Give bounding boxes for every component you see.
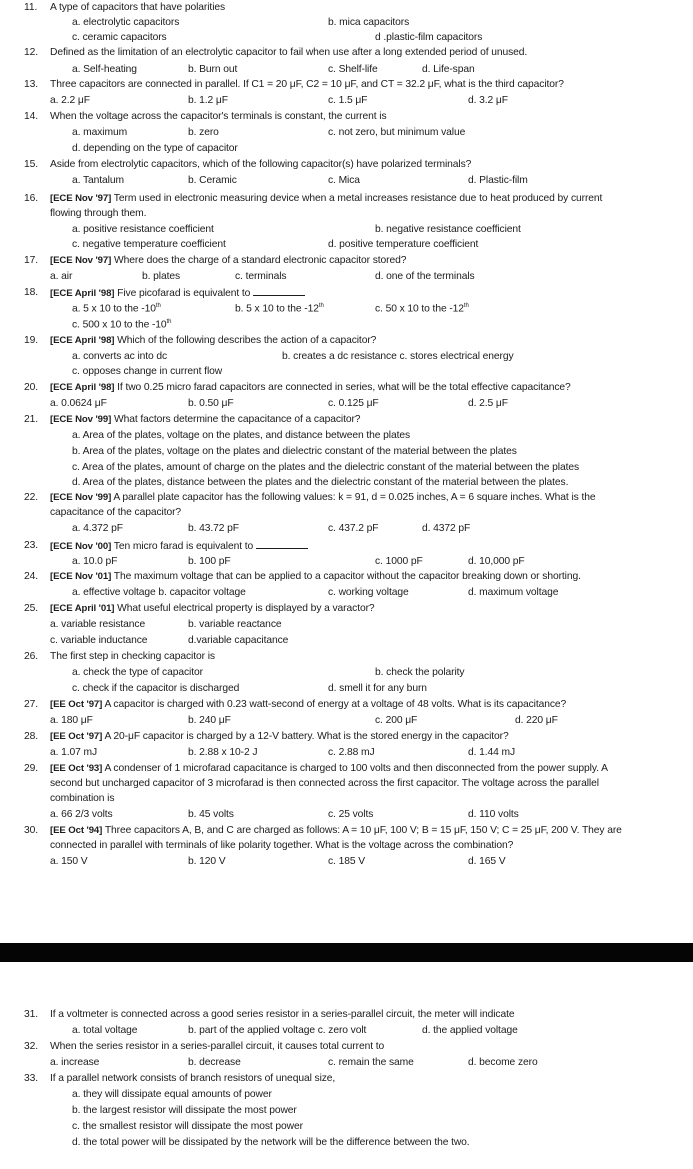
option-c: c. 1000 pF [375, 556, 423, 567]
option-d: d. 165 V [468, 856, 506, 867]
superscript: th [166, 319, 172, 325]
option-c: c. variable inductance [50, 635, 148, 646]
option-b: b. 0.50 μF [188, 398, 234, 409]
question-number: 32. [24, 1041, 39, 1052]
option-a: a. 2.2 μF [50, 95, 90, 106]
option-d-text: c. 500 x 10 to the -10 [72, 319, 167, 331]
question-text: A type of capacitors that have polarities [50, 2, 226, 13]
option-b: b. 240 μF [188, 715, 231, 726]
option-d [72, 319, 171, 330]
question-text-body: The maximum voltage that can be applied to a capacitor without the capacitor breaking down or shorting. [111, 571, 581, 582]
question-number: 21. [24, 414, 39, 425]
question-number: 18. [24, 287, 39, 298]
question-number: 31. [24, 1009, 39, 1020]
option-c-text: c. 50 x 10 to the -12 [375, 303, 464, 315]
option-c: c. ceramic capacitors [72, 32, 167, 43]
option-a: a. positive resistance coefficient [72, 224, 214, 235]
option-b: b. variable reactance [188, 619, 282, 630]
exam-tag: [ECE April '98] [50, 288, 115, 299]
exam-tag: [ECE Nov '99] [50, 492, 112, 503]
option-c: c. working voltage [328, 587, 409, 598]
option-a: a. 66 2/3 volts [50, 809, 113, 820]
option-b: b. mica capacitors [328, 17, 410, 28]
option-a: a. air [50, 271, 73, 282]
question-text: Three capacitors are connected in parallel. If C1 = 20 μF, C2 = 10 μF, and CT = 32.2 μF, what is the third capacitor? [50, 79, 564, 90]
exam-tag: [ECE April '01] [50, 603, 115, 614]
question-text: Aside from electrolytic capacitors, which of the following capacitor(s) have polarized terminals? [50, 159, 472, 170]
exam-tag: [ECE April '98] [50, 382, 115, 393]
question-text [50, 382, 571, 393]
option-a: a. 4.372 pF [72, 523, 123, 534]
option-a: a. effective voltage b. capacitor voltage [72, 587, 246, 598]
option-a: a. 10.0 pF [72, 556, 118, 567]
question-number: 30. [24, 825, 39, 836]
question-number: 26. [24, 651, 39, 662]
question-text-cont: capacitance of the capacitor? [50, 507, 182, 518]
option-d: d. become zero [468, 1057, 538, 1068]
exam-tag: [ECE Nov '97] [50, 193, 112, 204]
superscript: th [155, 303, 161, 309]
option-a: a. 0.0624 μF [50, 398, 107, 409]
option-c: c. 1.5 μF [328, 95, 368, 106]
option-d: d. positive temperature coefficient [328, 239, 479, 250]
question-text [50, 492, 595, 503]
question-text-cont: second but uncharged capacitor of 3 microfarad is then connected across the first capacitor. The voltage across the parallel [50, 778, 599, 789]
question-text [50, 255, 406, 266]
page-break-bar [0, 943, 693, 962]
option-b: b. 1.2 μF [188, 95, 228, 106]
option-d: d. Life-span [422, 64, 475, 75]
option-c: c. 0.125 μF [328, 398, 379, 409]
option-d: d.variable capacitance [188, 635, 289, 646]
exam-tag: [EE Oct '94] [50, 825, 103, 836]
option-d: d. 2.5 μF [468, 398, 508, 409]
question-number: 11. [24, 2, 38, 13]
question-text-body: Which of the following describes the action of a capacitor? [114, 335, 377, 346]
question-text-cont: combination is [50, 793, 115, 804]
option-d: d .plastic-film capacitors [375, 32, 483, 43]
question-number: 16. [24, 193, 39, 204]
question-text-body: A condenser of 1 microfarad capacitance is charged to 100 volts and then disconnected from the power supply. A [102, 763, 608, 774]
option-d: d. the total power will be dissipated by the network will be the difference between the two. [72, 1137, 470, 1148]
question-text [50, 603, 375, 614]
answer-blank [253, 287, 305, 296]
question-text-body: Five picofarad is equivalent to [114, 288, 251, 299]
question-text [50, 540, 308, 552]
question-text-body: What useful electrical property is displayed by a varactor? [114, 603, 375, 614]
option-b: b. negative resistance coefficient [375, 224, 521, 235]
option-b: b. Burn out [188, 64, 238, 75]
question-text-body: What factors determine the capacitance of a capacitor? [111, 414, 361, 425]
question-text: If a voltmeter is connected across a good series resistor in a series-parallel circuit, the meter will indicate [50, 1009, 515, 1020]
question-text [50, 414, 360, 425]
option-c: c. 200 μF [375, 715, 418, 726]
option-b: b. plates [142, 271, 181, 282]
option-a: a. maximum [72, 127, 128, 138]
question-text-body: Term used in electronic measuring device when a metal increases resistance due to heat produced by current [111, 193, 603, 204]
option-b: b. 2.88 x 10-2 J [188, 747, 258, 758]
exam-tag: [EE Oct '97] [50, 731, 103, 742]
question-text [50, 699, 566, 710]
question-number: 24. [24, 571, 39, 582]
exam-tag: [ECE Nov '99] [50, 414, 112, 425]
option-d: d. 3.2 μF [468, 95, 508, 106]
question-text-cont: connected in parallel with terminals of like polarity together. What is the voltage across the combination? [50, 840, 514, 851]
question-number: 17. [24, 255, 39, 266]
question-text [50, 731, 509, 742]
exam-tag: [ECE Nov '00] [50, 541, 112, 552]
option-b: b. 100 pF [188, 556, 231, 567]
question-text: When the voltage across the capacitor's terminals is constant, the current is [50, 111, 387, 122]
question-number: 23. [24, 540, 39, 551]
option-b: b. part of the applied voltage c. zero volt [188, 1025, 367, 1036]
option-c: c. negative temperature coefficient [72, 239, 226, 250]
option-a-text: a. 5 x 10 to the -10 [72, 303, 156, 315]
option-b: b. Area of the plates, voltage on the plates and dielectric constant of the material between the plates [72, 446, 517, 457]
option-d: d. 110 volts [468, 809, 519, 820]
question-text-body: A parallel plate capacitor has the following values: k = 91, d = 0.025 inches, A = 6 square inches. What is the [111, 492, 596, 503]
question-text [50, 335, 376, 346]
option-a: a. Tantalum [72, 175, 124, 186]
option-c: c. the smallest resistor will dissipate the most power [72, 1121, 303, 1132]
option-c [375, 303, 469, 314]
exam-tag: [ECE Nov '97] [50, 255, 112, 266]
question-text-body: If two 0.25 micro farad capacitors are connected in series, what will be the total effective capacitance? [114, 382, 571, 393]
option-d: d. 220 μF [515, 715, 558, 726]
question-number: 29. [24, 763, 39, 774]
option-b: b. the largest resistor will dissipate the most power [72, 1105, 297, 1116]
option-d: d. smell it for any burn [328, 683, 427, 694]
option-d: d. one of the terminals [375, 271, 475, 282]
exam-tag: [ECE Nov '01] [50, 571, 112, 582]
option-b: b. 45 volts [188, 809, 234, 820]
superscript: th [318, 303, 324, 309]
question-text [50, 193, 602, 204]
question-number: 14. [24, 111, 39, 122]
question-number: 28. [24, 731, 39, 742]
option-c: c. check if the capacitor is discharged [72, 683, 240, 694]
question-text [50, 287, 305, 299]
option-c: c. 437.2 pF [328, 523, 379, 534]
option-a: a. electrolytic capacitors [72, 17, 180, 28]
option-a: a. increase [50, 1057, 100, 1068]
question-number: 15. [24, 159, 39, 170]
question-text-body: Ten micro farad is equivalent to [111, 541, 254, 552]
option-b: b. 120 V [188, 856, 226, 867]
question-text: Defined as the limitation of an electrolytic capacitor to fail when use after a long extended period of unused. [50, 47, 528, 58]
question-text-cont: flowing through them. [50, 208, 147, 219]
question-text-body: A 20-μF capacitor is charged by a 12-V battery. What is the stored energy in the capacitor? [102, 731, 509, 742]
option-b: b. creates a dc resistance c. stores electrical energy [282, 351, 514, 362]
exam-tag: [EE Oct '93] [50, 763, 103, 774]
question-text [50, 763, 608, 774]
option-a: a. converts ac into dc [72, 351, 168, 362]
option-a: a. they will dissipate equal amounts of power [72, 1089, 272, 1100]
exam-tag: [ECE April '98] [50, 335, 115, 346]
option-a: a. Area of the plates, voltage on the plates, and distance between the plates [72, 430, 411, 441]
question-text: If a parallel network consists of branch resistors of unequal size, [50, 1073, 336, 1084]
option-d: d. 10,000 pF [468, 556, 525, 567]
option-d: d. maximum voltage [468, 587, 559, 598]
option-c: c. Mica [328, 175, 360, 186]
option-d: d. 4372 pF [422, 523, 471, 534]
option-c: c. 25 volts [328, 809, 374, 820]
question-text-body: A capacitor is charged with 0.23 watt-second of energy at a voltage of 48 volts. What is its capacitance? [102, 699, 567, 710]
question-text [50, 825, 622, 836]
option-a: a. variable resistance [50, 619, 146, 630]
option-b: b. zero [188, 127, 219, 138]
option-c: c. Area of the plates, amount of charge on the plates and the dielectric constant of the material between the plates [72, 462, 580, 473]
option-d: d. the applied voltage [422, 1025, 518, 1036]
question-text-body: Where does the charge of a standard electronic capacitor stored? [111, 255, 407, 266]
option-d: d. Plastic-film [468, 175, 528, 186]
question-number: 27. [24, 699, 39, 710]
superscript: th [463, 303, 469, 309]
question-number: 20. [24, 382, 39, 393]
question-number: 12. [24, 47, 39, 58]
option-b-text: b. 5 x 10 to the -12 [235, 303, 319, 315]
option-b: b. Ceramic [188, 175, 237, 186]
option-b: b. 43.72 pF [188, 523, 239, 534]
option-b [235, 303, 324, 314]
option-a: a. Self-heating [72, 64, 137, 75]
option-c: c. 185 V [328, 856, 365, 867]
question-text: When the series resistor in a series-parallel circuit, it causes total current to [50, 1041, 385, 1052]
exam-tag: [EE Oct '97] [50, 699, 103, 710]
option-a: a. 180 μF [50, 715, 93, 726]
option-c: c. 2.88 mJ [328, 747, 375, 758]
option-c: c. opposes change in current flow [72, 366, 223, 377]
option-b: b. decrease [188, 1057, 241, 1068]
question-number: 19. [24, 335, 39, 346]
option-a: a. total voltage [72, 1025, 138, 1036]
option-a [72, 303, 161, 314]
option-c: c. remain the same [328, 1057, 414, 1068]
question-text: The first step in checking capacitor is [50, 651, 215, 662]
option-c: c. not zero, but minimum value [328, 127, 466, 138]
option-c: c. Shelf-life [328, 64, 378, 75]
option-d: d. depending on the type of capacitor [72, 143, 238, 154]
option-b: b. check the polarity [375, 667, 465, 678]
option-c: c. terminals [235, 271, 287, 282]
question-number: 22. [24, 492, 39, 503]
option-a: a. 150 V [50, 856, 88, 867]
option-d: d. Area of the plates, distance between the plates and the dielectric constant of the material between the plates. [72, 477, 569, 488]
option-a: a. 1.07 mJ [50, 747, 98, 758]
question-number: 13. [24, 79, 39, 90]
question-number: 33. [24, 1073, 39, 1084]
question-number: 25. [24, 603, 39, 614]
option-a: a. check the type of capacitor [72, 667, 203, 678]
question-text-body: Three capacitors A, B, and C are charged as follows: A = 10 μF, 100 V; B = 15 μF, 150 V; C = 25 μF, 200 V. They are [102, 825, 622, 836]
question-text [50, 571, 581, 582]
answer-blank [256, 540, 308, 549]
option-d: d. 1.44 mJ [468, 747, 516, 758]
